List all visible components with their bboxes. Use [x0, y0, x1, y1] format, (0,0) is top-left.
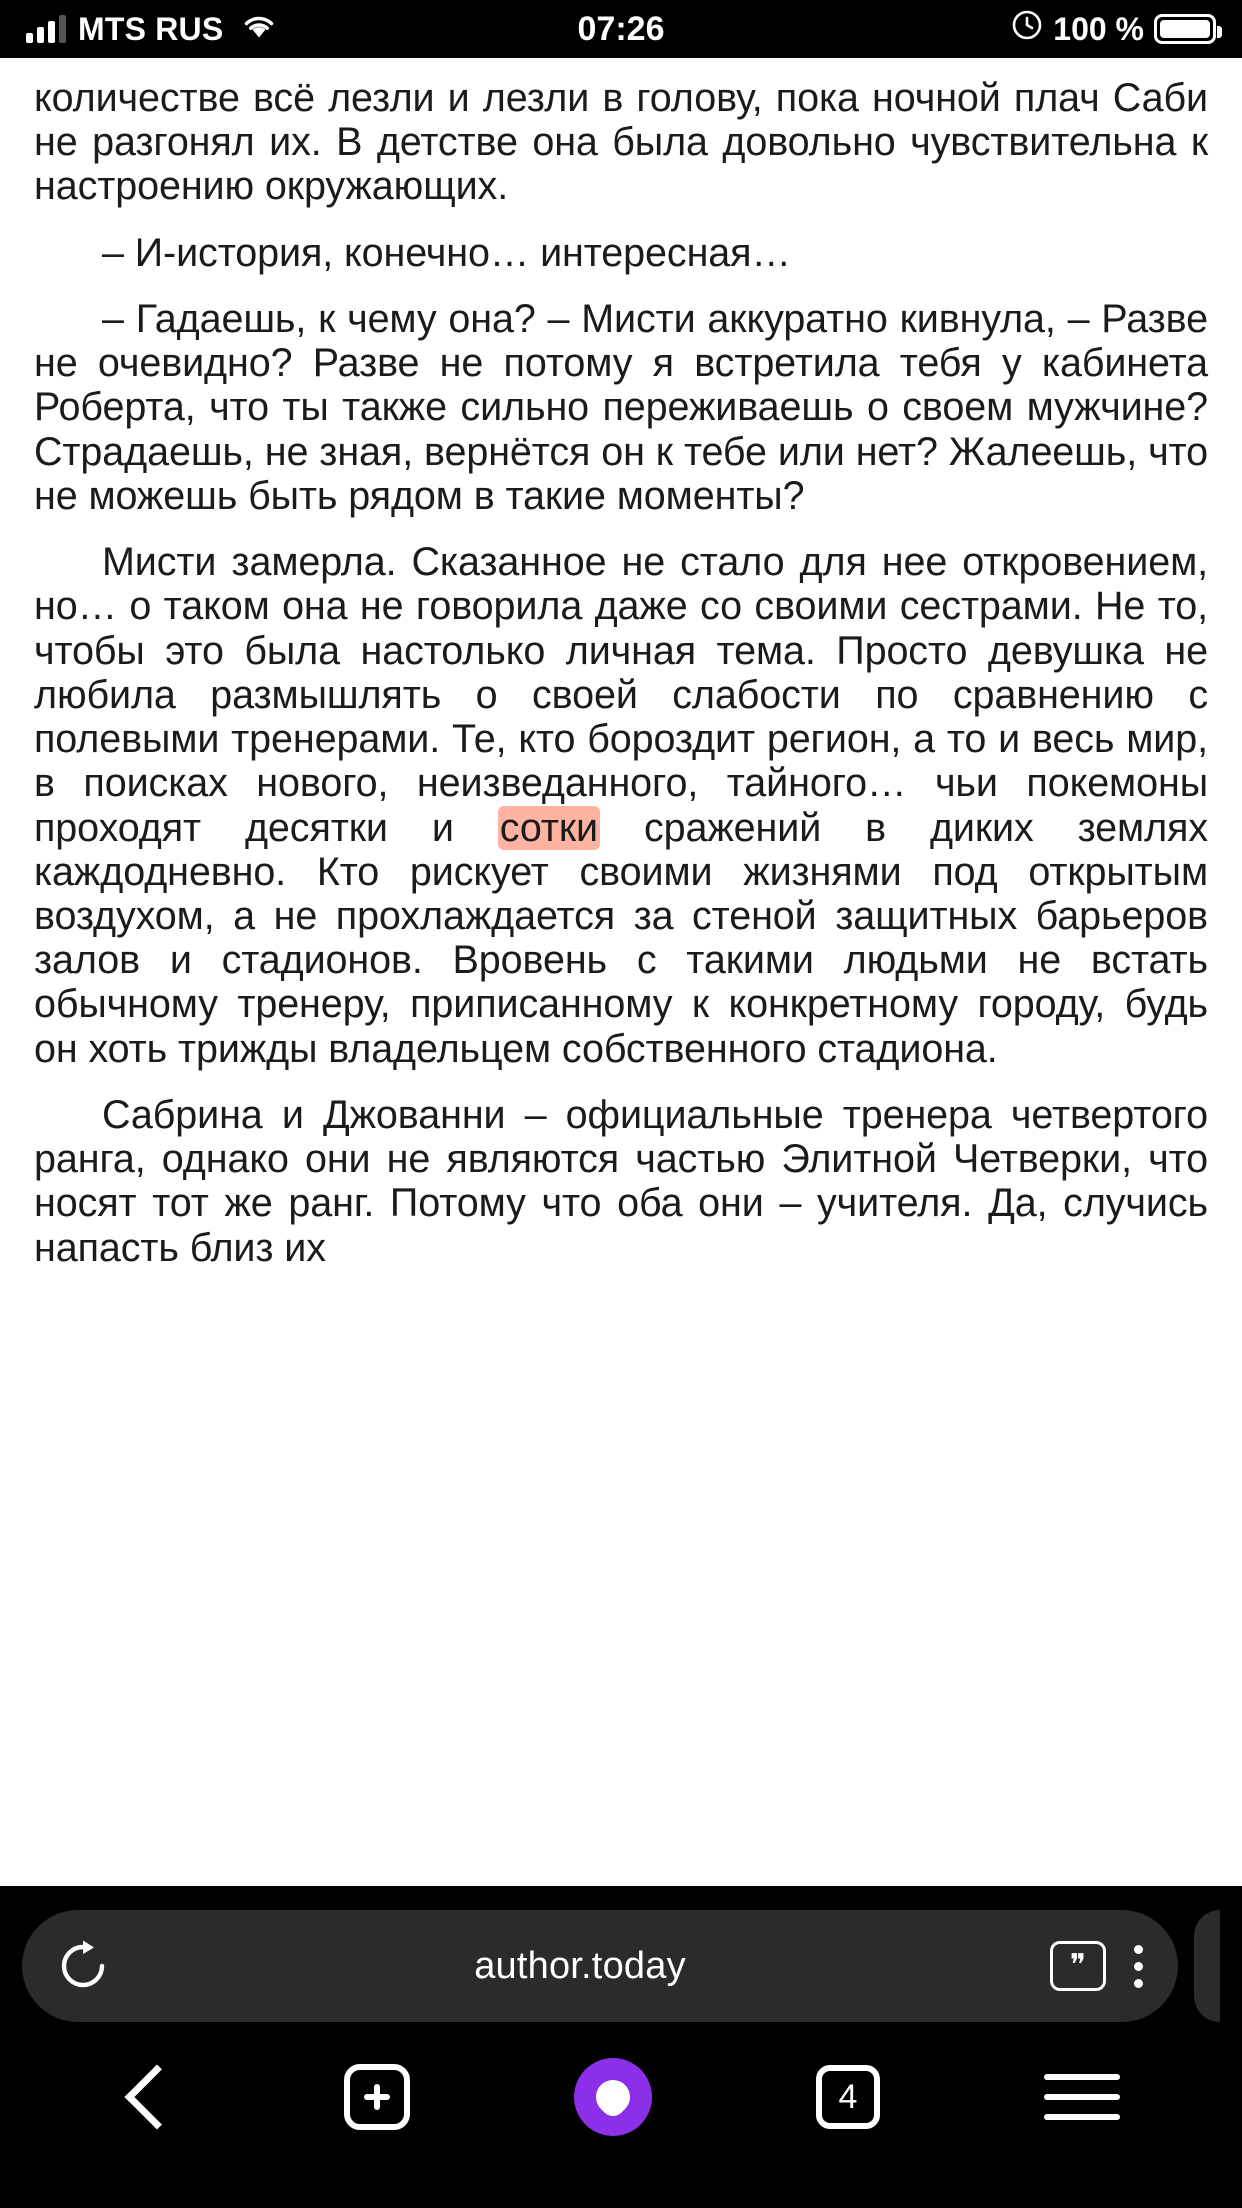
hamburger-menu-icon [1044, 2074, 1120, 2120]
text-run: сражений в диких землях каждодневно. Кто рискует своими жизнями под открытым воздухом, а не прохлаждается за стеной защитных барьеров залов и стадионов. Вровень с такими людьми не встать обычному тренеру, приписанному к конкретному городу, будь он хоть трижды владельцем собственного стадиона. [34, 805, 1208, 1071]
alisa-assistant-icon [574, 2058, 652, 2136]
quote-reader-icon[interactable]: ❞ [1050, 1941, 1106, 1991]
plus-square-icon [344, 2064, 410, 2130]
battery-full-icon [1154, 14, 1216, 44]
clock-label: 07:26 [577, 9, 665, 48]
new-tab-button[interactable] [344, 2064, 410, 2130]
page-content[interactable] [0, 58, 1242, 1886]
article-text [34, 76, 1208, 1270]
back-chevron-icon [124, 2064, 189, 2129]
content-bottom-cut [0, 1876, 1242, 1886]
status-right-group [1011, 9, 1216, 49]
address-bar[interactable] [22, 1910, 1178, 2022]
wifi-icon [241, 10, 277, 48]
paragraph [34, 540, 1208, 1071]
back-button[interactable] [122, 2074, 180, 2120]
text-run: – Гадаешь, к чему она? – Мисти аккуратно кивнула, – Разве не очевидно? Разве не потому я встретила тебя у кабинета Роберта, что ты также сильно переживаешь о своем мужчине? Страдаешь, не зная, вернётся он к тебе или нет? Жалеешь, что не можешь быть рядом в такие моменты? [34, 296, 1208, 518]
status-bar [0, 0, 1242, 58]
next-tab-edge[interactable] [1194, 1910, 1220, 2022]
tabs-button[interactable] [816, 2065, 880, 2129]
url-label[interactable]: author.today [474, 1944, 686, 1987]
reload-icon[interactable] [56, 1939, 110, 1993]
text-run: – И-история, конечно… интересная… [102, 230, 791, 275]
url-row [0, 1910, 1242, 2022]
menu-button[interactable] [1044, 2074, 1120, 2120]
home-indicator [0, 2172, 1242, 2208]
paragraph [34, 297, 1208, 518]
paragraph [34, 231, 1208, 275]
assistant-button[interactable] [574, 2058, 652, 2136]
bottom-nav-bar [0, 2022, 1242, 2172]
text-run: количестве всё лезли и лезли в голову, пока ночной плач Саби не разгонял их. В детстве она была довольно чувствительна к настроению окружающих. [34, 76, 1208, 209]
status-left-group [26, 10, 277, 48]
battery-percent-label: 100 % [1053, 10, 1144, 47]
paragraph [34, 76, 1208, 209]
three-dots-icon[interactable] [1132, 1945, 1144, 1988]
text-highlight[interactable]: сотки [499, 805, 598, 850]
tabs-count-icon: 4 [816, 2065, 880, 2129]
text-run: Сабрина и Джованни – официальные тренера четвертого ранга, однако они не являются частью Элитной Четверки, что носят тот же ранг. Потому что оба они – учителя. Да, случись напасть близ их [34, 1092, 1208, 1270]
paragraph [34, 1093, 1208, 1270]
browser-chrome [0, 1886, 1242, 2208]
carrier-label: MTS RUS [78, 10, 224, 47]
signal-bars-icon [26, 15, 66, 43]
alarm-clock-icon [1011, 9, 1043, 49]
text-run: Мисти замерла. Сказанное не стало для нее откровением, но… о таком она не говорила даже со своими сестрами. Не то, чтобы это была настолько личная тема. Просто девушка не любила размышлять о своей слабости по сравнению с полевыми тренерами. Те, кто бороздит регион, а то и весь мир, в поисках нового, неизведанного, тайного… чьи покемоны проходят десятки и [34, 540, 1208, 850]
